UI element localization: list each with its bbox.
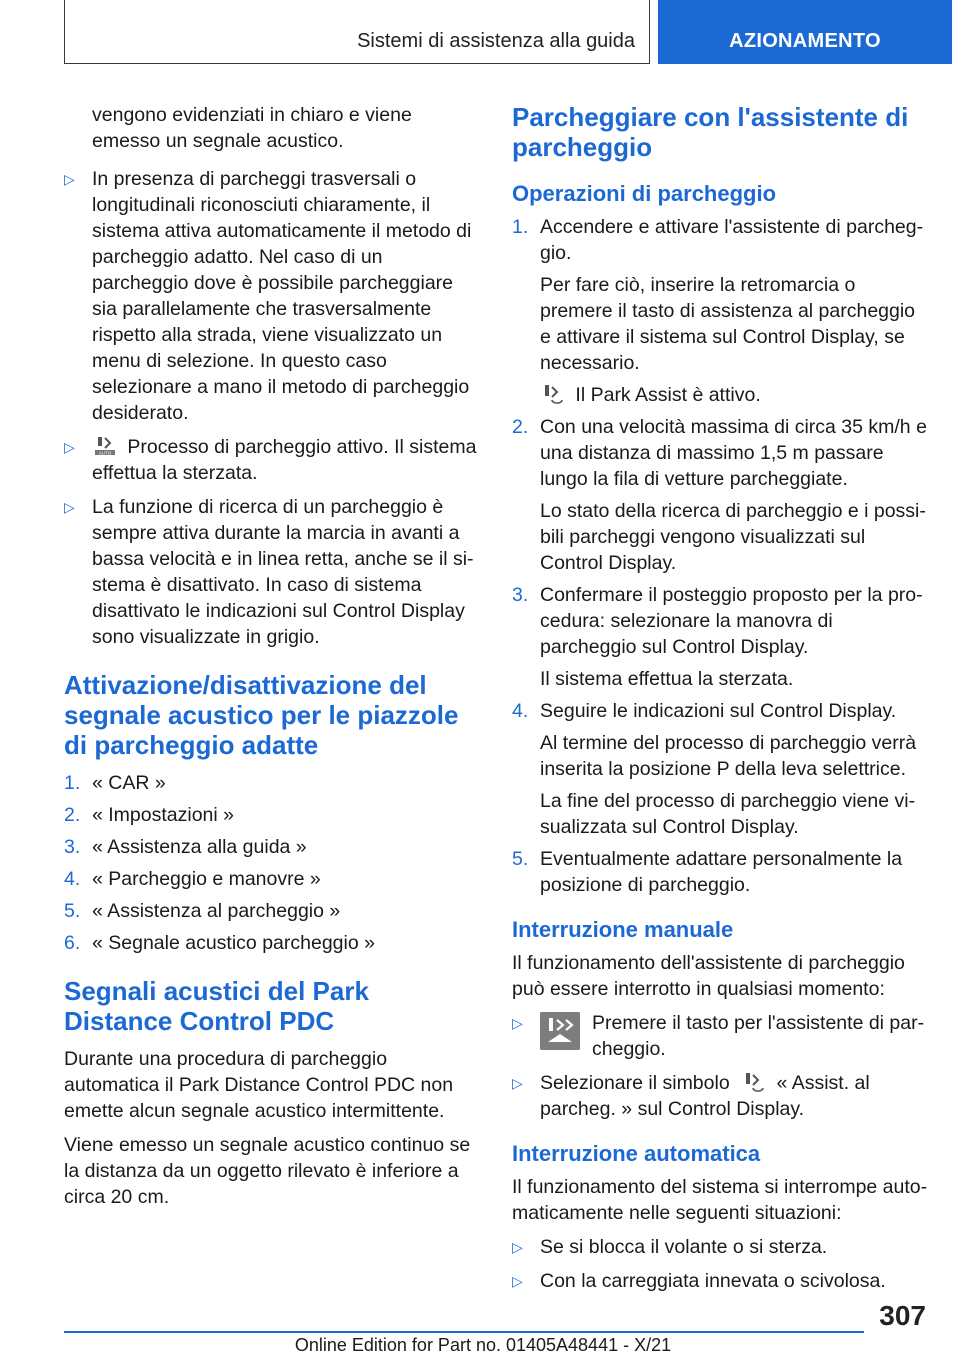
bullet-text: In presenza di parcheggi trasversali o longitudinali riconosciuti chiaramente, il sistema attiva automaticamente il metodo di parcheggio adatto. Nel caso di un parcheggio dove è possibile parcheggiare sia parallelamente che trasversalmente rispetto alla strada, viene visualizzato un menu di selezione. In questo caso selezionare a mano il metodo di parcheggio desiderato. [92, 168, 472, 424]
section-heading-acoustic-signal: Attivazione/disattivazione del segnale acustico per le piazzole di parcheggio adatte [64, 670, 459, 760]
step-text: « Assistenza alla guida » [92, 836, 307, 858]
step-text: Con una velocità massima di circa 35 km/h e una distanza di massimo 1,5 m passare lungo la fila di vetture parcheggiate. [540, 416, 927, 490]
automatic-interruption-intro: Il funzionamento del sistema si interrompe automaticamente nelle seguenti situazioni: [512, 1176, 928, 1224]
list-item [64, 434, 480, 486]
list-item [512, 1070, 928, 1122]
bullet-marker-icon: ▷ [64, 499, 75, 515]
list-item [512, 1268, 928, 1294]
park-assist-icon [741, 1071, 767, 1093]
list-item [512, 846, 928, 898]
step-number: 2. [512, 416, 529, 438]
status-note: Il Park Assist è attivo. [575, 384, 761, 406]
list-item [64, 770, 480, 796]
step-number: 1. [64, 772, 81, 794]
step-detail: La fine del processo di parcheggio viene visualizzata sul Control Display. [540, 790, 916, 838]
step-status-line [540, 382, 928, 408]
step-number: 3. [512, 584, 529, 606]
automatic-interruption-list [512, 1234, 928, 1294]
bullet-marker-icon: ▷ [512, 1015, 523, 1031]
step-detail: Al termine del processo di parcheggio verrà inserita la posizione P della leva selettrice. [540, 732, 917, 780]
step-number: 4. [64, 868, 81, 890]
bullet-text: Processo di parcheggio attivo. Il sistema effettua la sterzata. [92, 436, 477, 484]
list-item [512, 582, 928, 692]
step-detail: Per fare ciò, inserire la retromarcia o premere il tasto di assistenza al parcheggio e attivare il sistema sul Control Display, se necessario. [540, 274, 916, 374]
step-text: Eventualmente adattare personalmente la posizione di parcheggio. [540, 848, 903, 896]
step-number: 6. [64, 932, 81, 954]
step-number: 3. [64, 836, 81, 858]
step-number: 4. [512, 700, 529, 722]
list-item [64, 930, 480, 956]
bullet-marker-icon: ▷ [64, 439, 75, 455]
header-chapter-box [64, 0, 650, 64]
parking-steps-list [512, 214, 928, 898]
bullet-text: « Assist. al parcheg. » sul Control Display. [540, 1072, 870, 1120]
step-detail: Il sistema effettua la sterzata. [540, 668, 794, 690]
bullet-text: Con la carreggiata innevata o scivolosa. [540, 1270, 886, 1292]
step-text: « Impostazioni » [92, 804, 234, 826]
step-text: « CAR » [92, 772, 166, 794]
pdc-paragraph-1: Durante una procedura di parcheggio automatica il Park Distance Control PDC non emette alcun segnale acustico intermittente. [64, 1048, 454, 1122]
list-item [512, 698, 928, 840]
list-item [512, 214, 928, 408]
main-heading-park-assistant: Parcheggiare con l'assistente di parcheggio [512, 102, 909, 162]
subheading-automatic-interruption: Interruzione automatica [512, 1141, 761, 1166]
list-item [64, 898, 480, 924]
section-heading-pdc: Segnali acustici del Park Distance Control PDC [64, 976, 369, 1036]
step-number: 5. [64, 900, 81, 922]
right-column [512, 102, 928, 1302]
page-number: 307 [879, 1300, 926, 1331]
bullet-marker-icon: ▷ [512, 1239, 523, 1255]
list-item [64, 494, 480, 650]
parking-assist-button-icon [540, 1012, 580, 1050]
step-text: « Segnale acustico parcheggio » [92, 932, 375, 954]
park-assist-icon [540, 383, 566, 405]
step-text: Accendere e attivare l'assistente di parcheggio. [540, 216, 924, 264]
list-item [512, 414, 928, 576]
bullet-marker-icon: ▷ [64, 171, 75, 187]
subheading-parking-operations: Operazioni di parcheggio [512, 181, 777, 206]
list-item [512, 1010, 928, 1062]
bullet-text: La funzione di ricerca di un parcheggio è sempre attiva durante la marcia in avanti a bassa velocità e in linea retta, anche se il sistema è disattivato. In caso di sistema disattivato le indicazioni sul Control Display sono visualizzate in grigio. [92, 496, 474, 648]
step-text: « Assistenza al parcheggio » [92, 900, 341, 922]
feature-bullet-list [64, 166, 480, 650]
menu-path-steps [64, 770, 480, 956]
step-text: Confermare il posteggio proposto per la procedura: selezionare la manovra di parcheggio sul Control Display. [540, 584, 923, 658]
step-number: 5. [512, 848, 529, 870]
section-label: AZIONAMENTO [729, 30, 881, 52]
chapter-title: Sistemi di assistenza alla guida [357, 30, 635, 52]
list-item [64, 166, 480, 426]
list-item [512, 1234, 928, 1260]
svg-text:AUTO: AUTO [98, 450, 112, 456]
list-item [64, 866, 480, 892]
step-number: 2. [64, 804, 81, 826]
manual-interruption-intro: Il funzionamento dell'assistente di parcheggio può essere interrotto in qualsiasi momento: [512, 952, 905, 1000]
subheading-manual-interruption: Interruzione manuale [512, 917, 734, 942]
bullet-marker-icon: ▷ [512, 1273, 523, 1289]
list-item [64, 834, 480, 860]
step-text: Seguire le indicazioni sul Control Display. [540, 700, 897, 722]
park-assist-auto-icon [92, 435, 118, 457]
manual-interruption-list [512, 1010, 928, 1122]
bullet-text: Se si blocca il volante o si sterza. [540, 1236, 828, 1258]
intro-continuation: vengono evidenziati in chiaro e viene emesso un segnale acustico. [92, 104, 412, 152]
bullet-text: Selezionare il simbolo [540, 1072, 730, 1094]
header-section-tab [658, 0, 952, 64]
footer-rule [64, 1331, 864, 1333]
list-item [64, 802, 480, 828]
bullet-text: Premere il tasto per l'assistente di parcheggio. [592, 1012, 925, 1060]
bullet-marker-icon: ▷ [512, 1075, 523, 1091]
step-text: « Parcheggio e manovre » [92, 868, 321, 890]
step-detail: Lo stato della ricerca di parcheggio e i possibili parcheggi vengono visualizzati sul Control Display. [540, 500, 926, 574]
step-number: 1. [512, 216, 529, 238]
left-column [64, 102, 480, 1218]
pdc-paragraph-2: Viene emesso un segnale acustico continuo se la distanza da un oggetto rilevato è inferiore a circa 20 cm. [64, 1134, 471, 1208]
edition-text: Online Edition for Part no. 01405A48441 - X/21 [294, 1335, 672, 1355]
